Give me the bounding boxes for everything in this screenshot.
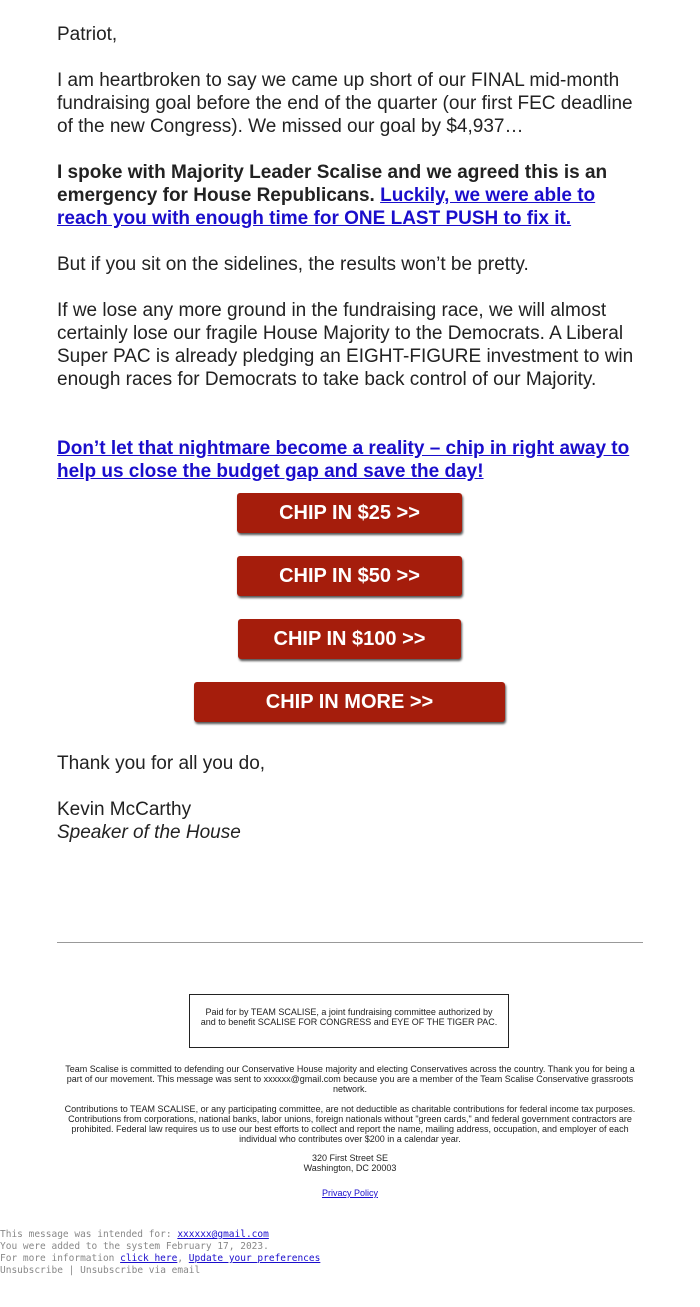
chip-in-cta-link[interactable]: Don’t let that nightmare become a reality – chip in right away to help us close the budget gap and save the day! <box>57 438 630 482</box>
footer-added: You were added to the system February 17, 2023. <box>0 1241 269 1252</box>
closing-line: Thank you for all you do, <box>57 753 266 774</box>
footer-info: For more information click here, Update your preferences <box>0 1253 321 1264</box>
footer-intended-label: This message was intended for: <box>0 1229 172 1240</box>
signer-name: Kevin McCarthy <box>57 799 192 820</box>
footer-click-here-link[interactable]: click here <box>120 1253 178 1264</box>
paragraph-cta <box>57 437 643 483</box>
footer-unsubscribe-link[interactable]: Unsubscribe <box>0 1265 63 1276</box>
footer-email-link[interactable]: xxxxxx@gmail.com <box>177 1229 269 1240</box>
paid-for-box <box>189 994 509 1048</box>
paragraph-emergency <box>57 161 643 230</box>
paragraph-shortfall: I am heartbroken to say we came up short of our FINAL mid-month fundraising goal before the end of the quarter (our first FEC deadline of the new Congress). We missed our goal by $4,937… <box>57 70 633 137</box>
disclaimer-contributions: Contributions to TEAM SCALISE, or any participating committee, are not deductible as charitable contributions for federal income tax purposes. Contributions from corporations, national banks, labor unions, foreign nationals without "green cards," and federal government contractors are prohibited. Federal law requires us to use our best efforts to collect and report the name, mailing address, occupation, and employer of each individual who contributes over $200 in a calendar year. <box>64 1104 636 1144</box>
paid-for-text: Paid for by TEAM SCALISE, a joint fundraising committee authorized by and to benefit SCALISE FOR CONGRESS and EYE OF THE TIGER PAC. <box>200 1007 498 1027</box>
chip-in-25-button[interactable]: CHIP IN $25 >> <box>237 493 462 533</box>
footer-separator: | <box>68 1265 75 1276</box>
footer-unsubscribe-email-link[interactable]: Unsubscribe via email <box>80 1265 201 1276</box>
privacy-policy-link[interactable]: Privacy Policy <box>321 1188 378 1198</box>
chip-in-100-button[interactable]: CHIP IN $100 >> <box>238 619 461 659</box>
address-line-1: 320 First Street SE <box>311 1153 389 1163</box>
footer-info-label: For more information <box>0 1253 115 1264</box>
chip-in-more-button[interactable]: CHIP IN MORE >> <box>194 682 505 722</box>
one-last-push-link[interactable]: Luckily, we were able to reach you with enough time for ONE LAST PUSH to fix it. <box>57 185 596 229</box>
salutation: Patriot, <box>57 24 118 45</box>
address-line-2: Washington, DC 20003 <box>303 1163 397 1173</box>
footer-unsubscribe-row <box>0 1265 200 1277</box>
paragraph-majority: If we lose any more ground in the fundraising race, we will almost certainly lose our fragile House Majority to the Democrats. A Liberal Super PAC is already pledging an EIGHT-FIGURE investment to win enough races for Democrats to take back control of our Majority. <box>57 300 634 390</box>
emergency-bold-text: I spoke with Majority Leader Scalise and we agreed this is an emergency for House Republicans. <box>57 162 608 206</box>
signer-title: Speaker of the House <box>57 822 241 843</box>
privacy-policy-row <box>60 1188 640 1198</box>
paragraph-sidelines: But if you sit on the sidelines, the results won’t be pretty. <box>57 254 529 275</box>
chip-in-50-button[interactable]: CHIP IN $50 >> <box>237 556 462 596</box>
footer-intended <box>0 1229 269 1241</box>
divider <box>57 942 643 943</box>
footer-update-preferences-link[interactable]: Update your preferences <box>188 1253 321 1264</box>
disclaimer-membership: Team Scalise is committed to defending our Conservative House majority and electing Conservatives across the country. Thank you for being a part of our movement. This message was sent to xxxxxx@gmail.com because you are a member of the Team Scalise Conservative grassroots network. <box>65 1064 635 1094</box>
